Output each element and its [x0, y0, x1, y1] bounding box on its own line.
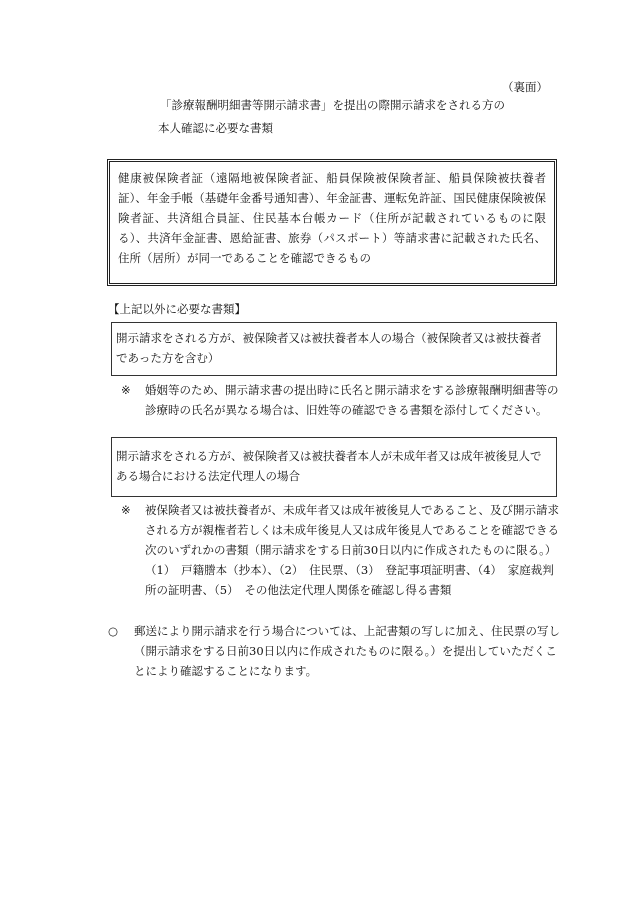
- case-insured-person-box: [111, 322, 557, 376]
- document-title-line2: 本人確認に必要な書類: [158, 121, 273, 135]
- accepted-id-documents-box: [107, 159, 557, 286]
- case2-note-text: 被保険者又は被扶養者が、未成年者又は成年被後見人であること、及び開示請求される方が親権者若しくは未成年後見人又は成年後見人であることを確認できる次のいずれかの書類（開示請求をする日前30日以内に作成されたものに限る。）: [145, 503, 559, 557]
- note-mark: ※: [121, 383, 131, 397]
- case1-note-text: 婚姻等のため、開示請求書の提出時に氏名と開示請求をする診療報酬明細書等の診療時の氏名が異なる場合は、旧姓等の確認できる書類を添付してください。: [145, 383, 559, 417]
- accepted-id-documents-text: 健康被保険者証（遠隔地被保険者証、船員保険被保険者証、船員保険被扶養者証）、年金手帳（基礎年金番号通知書）、年金証書、運転免許証、国民健康保険被保険者証、共済組合員証、住民基本台帳カード（住所が記載されているものに限る）、共済年金証書、恩給証書、旅券（パスポート）等請求書に記載された氏名、住所（居所）が同一であることを確認できるもの: [118, 171, 546, 265]
- case-insured-person-text: 開示請求をされる方が、被保険者又は被扶養者本人の場合（被保険者又は被扶養者であった方を含む）: [116, 331, 542, 365]
- case-legal-representative-text: 開示請求をされる方が、被保険者又は被扶養者本人が未成年者又は成年被後見人である場合における法定代理人の場合: [116, 449, 542, 483]
- case1-note: [121, 380, 561, 420]
- document-title-line1: 「診療報酬明細書等開示請求書」を提出の際開示請求をされる方の: [160, 98, 505, 112]
- note-mark: ※: [121, 503, 131, 517]
- case-legal-representative-box: [111, 437, 557, 497]
- case2-document-list: （1） 戸籍謄本（抄本）、（2） 住民票、（3） 登記事項証明書、（4） 家庭裁判所の証明書、（5） その他法定代理人関係を確認し得る書類: [145, 563, 554, 597]
- back-side-label: （裏面）: [502, 80, 548, 94]
- case2-note: [121, 500, 561, 600]
- mail-request-note-text: 郵送により開示請求を行う場合については、上記書類の写しに加え、住民票の写し（開示請求をする日前30日以内に作成されたものに限る。）を提出していただくことにより確認することになります。: [134, 624, 560, 678]
- circle-bullet: ○: [108, 624, 119, 638]
- mail-request-note: [108, 621, 568, 681]
- additional-documents-heading: 【上記以外に必要な書類】: [108, 302, 246, 316]
